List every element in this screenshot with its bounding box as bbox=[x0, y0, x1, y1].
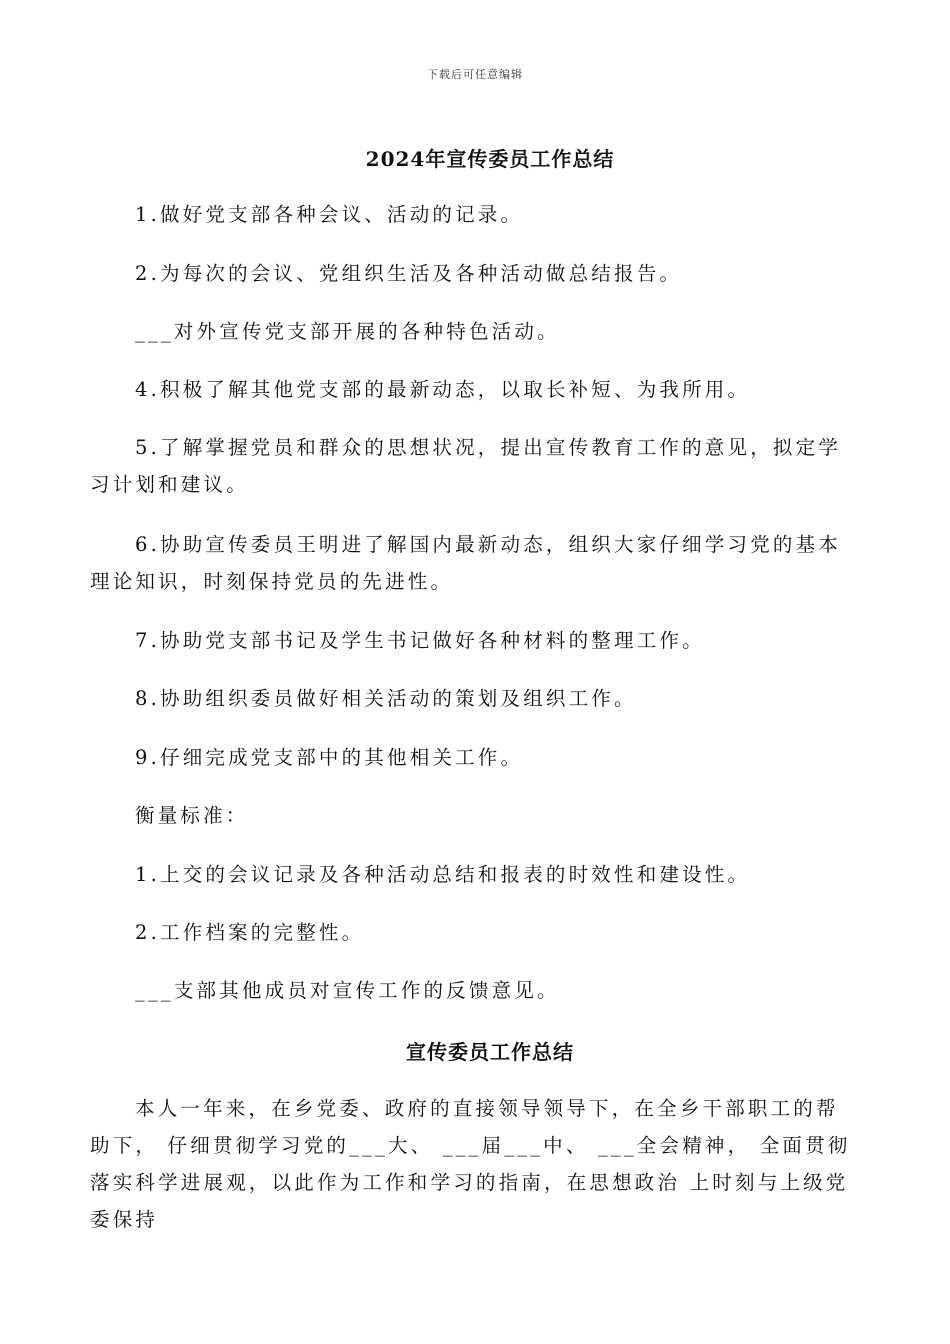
body-paragraph: 本人一年来，在乡党委、政府的直接领导领导下，在全乡干部职工的帮助下， 仔细贯彻学习党的___大、 ___届___中、 ___全会精神， 全面贯彻落实科学进展观，以此作为工作和学习的指南，在思想政治 上时刻与上级党委保持 bbox=[90, 1097, 851, 1231]
list-item: 7.协助党支部书记及学生书记做好各种材料的整理工作。 bbox=[135, 629, 705, 652]
list-item: 2.为每次的会议、党组织生活及各种活动做总结报告。 bbox=[135, 262, 683, 285]
standard-item: ___支部其他成员对宣传工作的反馈意见。 bbox=[135, 979, 560, 1002]
list-item: 9.仔细完成党支部中的其他相关工作。 bbox=[135, 746, 524, 769]
standard-item: 1.上交的会议记录及各种活动总结和报表的时效性和建设性。 bbox=[135, 863, 751, 886]
list-item: ___对外宣传党支部开展的各种特色活动。 bbox=[135, 320, 560, 343]
list-item: 4.积极了解其他党支部的最新动态，以取长补短、为我所用。 bbox=[135, 378, 751, 401]
list-item: 6.协助宣传委员王明进了解国内最新动态，组织大家仔细学习党的基本理论知识，时刻保持党员的先进性。 bbox=[90, 533, 842, 593]
standard-item: 2.工作档案的完整性。 bbox=[135, 921, 365, 944]
document-title: 2024年宣传委员工作总结 bbox=[365, 147, 615, 171]
list-item: 8.协助组织委员做好相关活动的策划及组织工作。 bbox=[135, 687, 637, 710]
section-title: 宣传委员工作总结 bbox=[406, 1040, 574, 1064]
download-note: 下载后可任意编辑 bbox=[427, 68, 523, 81]
list-item: 1.做好党支部各种会议、活动的记录。 bbox=[135, 203, 524, 226]
list-item: 5.了解掌握党员和群众的思想状况，提出宣传教育工作的意见，拟定学习计划和建议。 bbox=[90, 436, 842, 496]
standard-heading: 衡量标准： bbox=[135, 804, 249, 827]
